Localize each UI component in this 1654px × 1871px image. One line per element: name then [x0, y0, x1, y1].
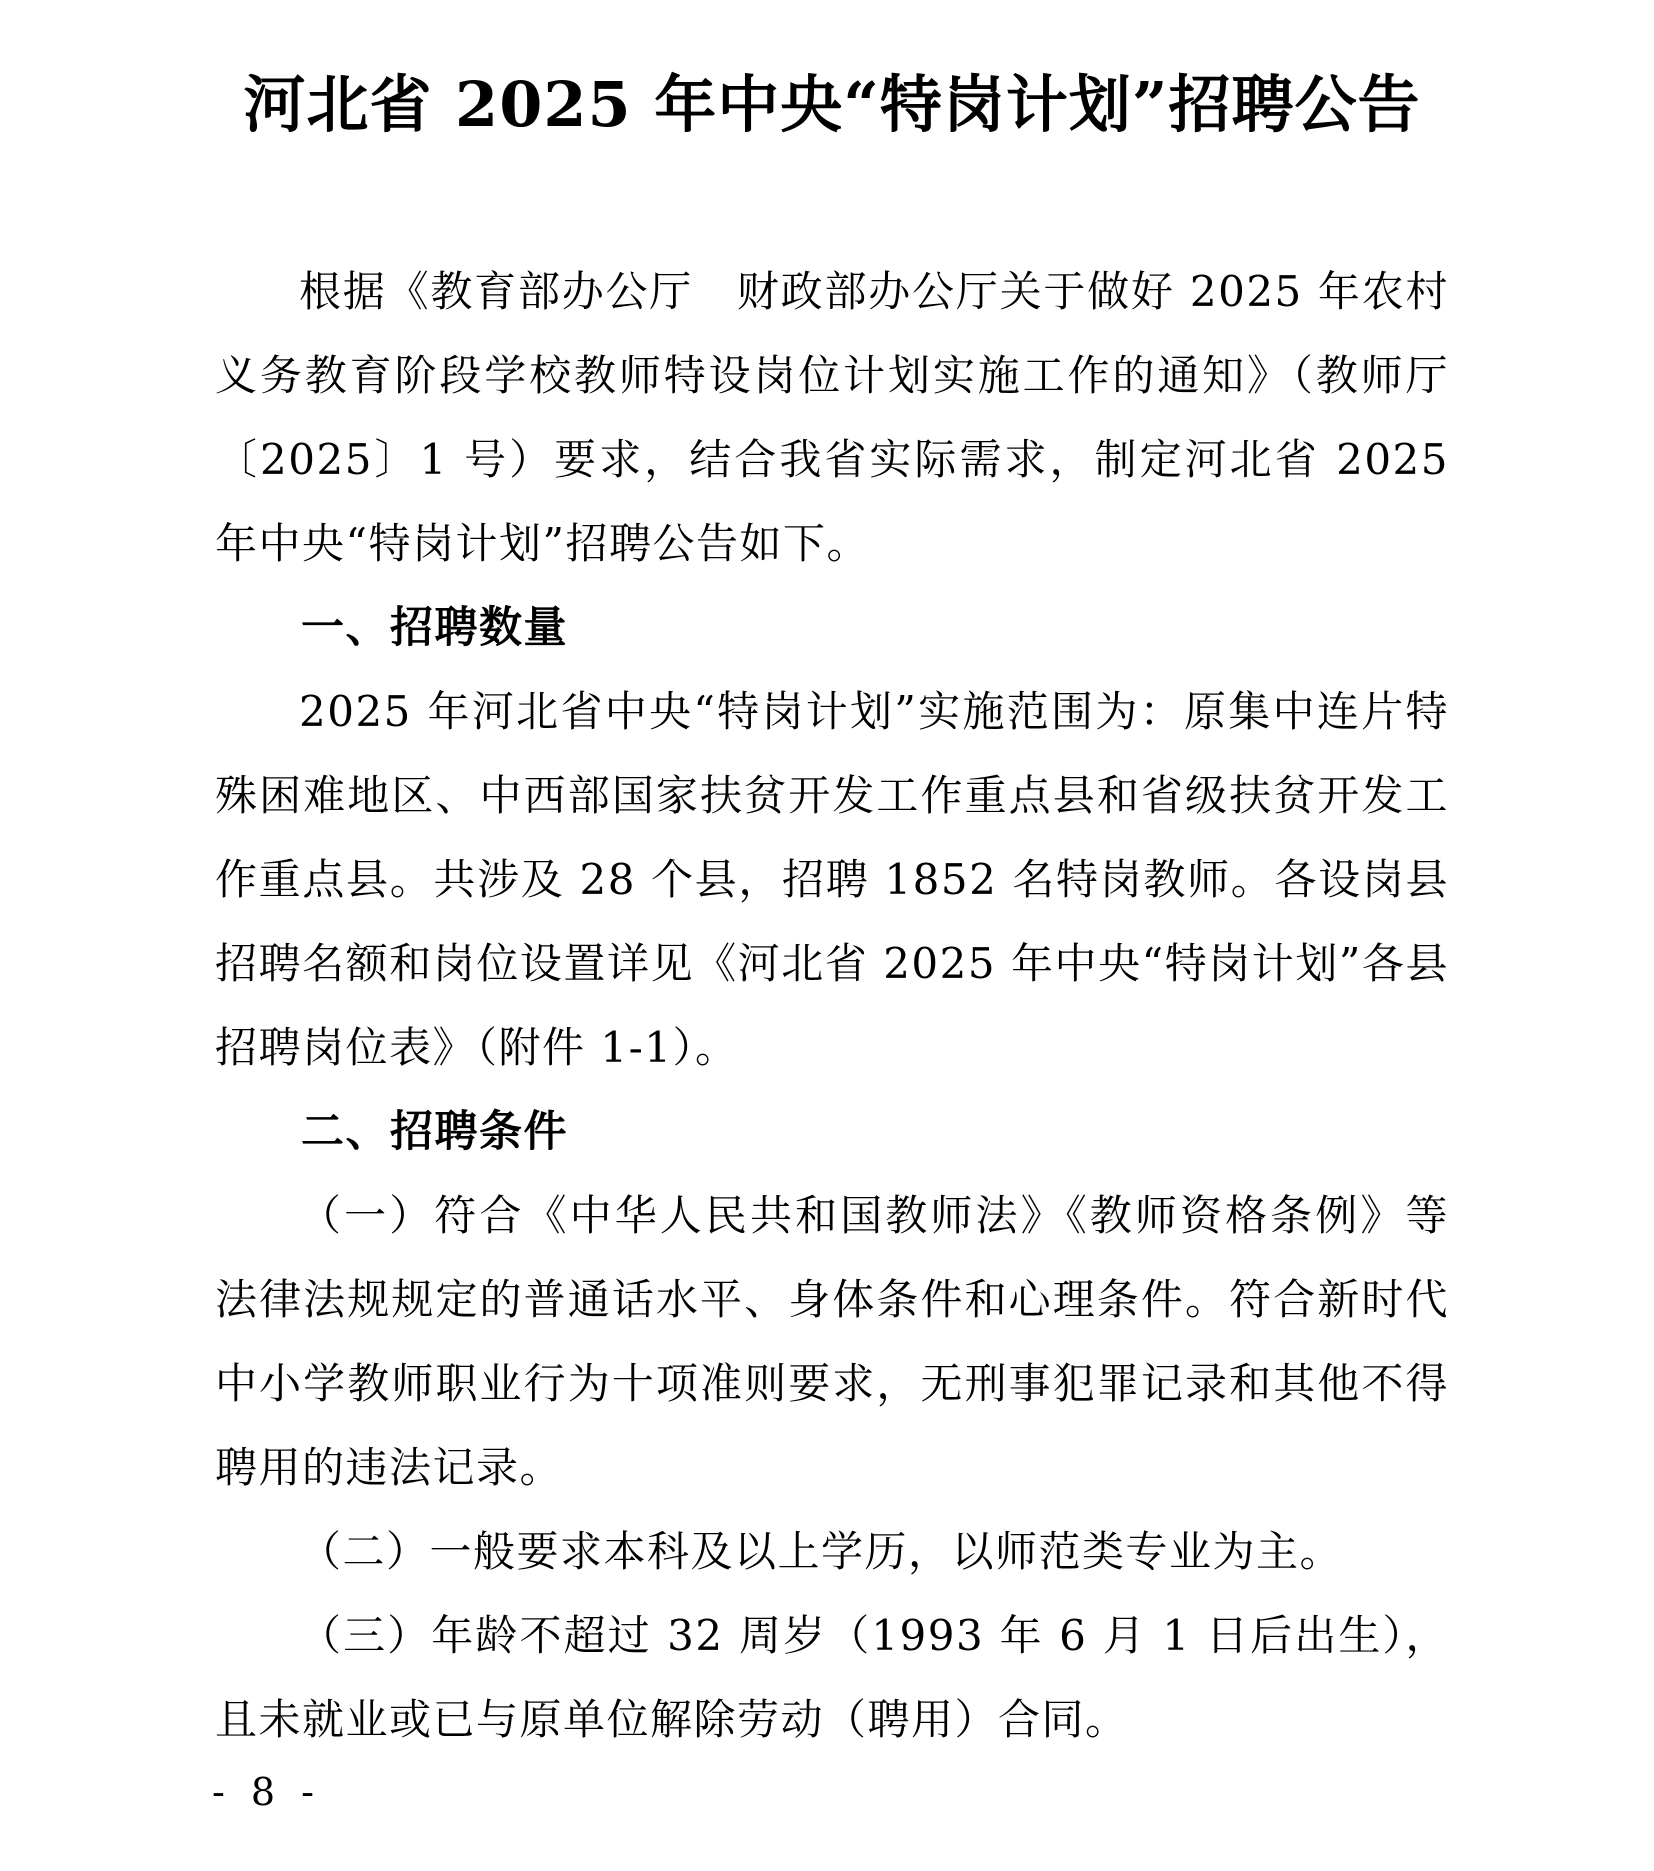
body-paragraph: （一）符合《中华人民共和国教师法》《教师资格条例》等法律法规规定的普通话水平、身体条件和心理条件。符合新时代中小学教师职业行为十项准则要求，无刑事犯罪记录和其他不得聘用的违法记录。 [215, 1191, 1449, 1492]
document-title: 河北省 2025 年中央“特岗计划”招聘公告 [243, 68, 1421, 141]
page-number: - 8 - [212, 1770, 322, 1814]
section-heading: 二、招聘条件 [301, 1107, 568, 1157]
document-body [215, 250, 1449, 1762]
section-heading: 一、招聘数量 [301, 603, 568, 653]
body-paragraph: 2025 年河北省中央“特岗计划”实施范围为：原集中连片特殊困难地区、中西部国家扶贫开发工作重点县和省级扶贫开发工作重点县。共涉及 28 个县，招聘 1852 名特岗教师。各设岗县招聘名额和岗位设置详见《河北省 2025 年中央“特岗计划”各县招聘岗位表》（附件 1-1）。 [215, 687, 1449, 1072]
body-paragraph: （三）年龄不超过 32 周岁（1993 年 6 月 1 日后出生），且未就业或已与原单位解除劳动（聘用）合同。 [215, 1611, 1449, 1744]
body-paragraph: 根据《教育部办公厅 财政部办公厅关于做好 2025 年农村义务教育阶段学校教师特设岗位计划实施工作的通知》（教师厅〔2025〕1 号）要求，结合我省实际需求，制定河北省 2025 年中央“特岗计划”招聘公告如下。 [215, 267, 1449, 568]
body-paragraph: （二）一般要求本科及以上学历，以师范类专业为主。 [299, 1527, 1344, 1576]
